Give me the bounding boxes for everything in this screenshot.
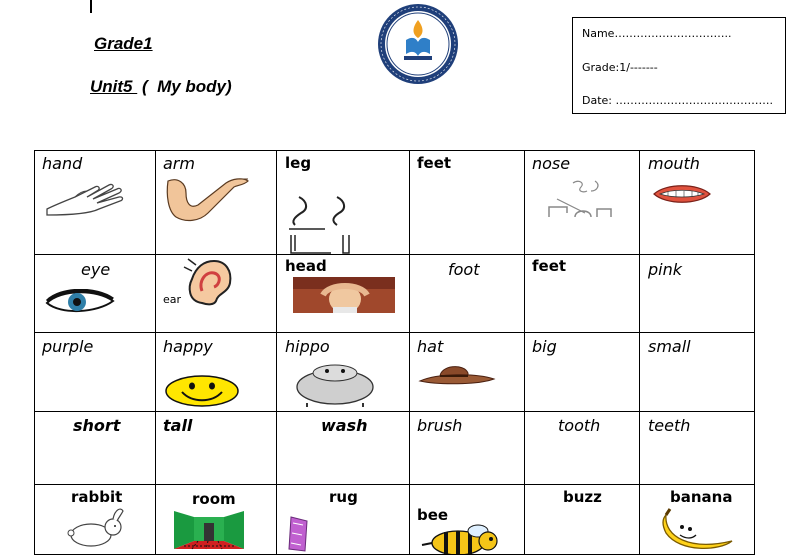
word-arm: arm — [163, 154, 195, 173]
word-banana: banana — [670, 488, 733, 506]
grade-line: Grade:1/------- — [582, 61, 658, 74]
word-cell — [525, 333, 640, 412]
word-cell — [277, 485, 410, 555]
word-bee: bee — [417, 506, 449, 524]
room-picture — [174, 511, 244, 551]
word-rug: rug — [329, 488, 358, 506]
word-hand: hand — [42, 154, 83, 173]
vocabulary-grid — [34, 150, 755, 555]
mouth-picture — [652, 181, 712, 207]
table-row — [35, 333, 755, 412]
name-line: Name………………………….. — [582, 27, 732, 40]
word-cell — [277, 412, 410, 485]
word-cell — [156, 412, 277, 485]
word-feet-2: feet — [532, 257, 567, 275]
word-cell — [277, 333, 410, 412]
hippo-picture — [293, 363, 377, 407]
banana-picture — [660, 507, 736, 553]
unit-number: Unit5 — [90, 77, 138, 96]
unit-topic: ( My body) — [137, 77, 232, 96]
word-cell — [640, 255, 755, 333]
rabbit-picture — [63, 507, 133, 547]
word-cell — [525, 255, 640, 333]
word-brush: brush — [417, 416, 463, 435]
word-teeth: teeth — [648, 416, 691, 435]
ear-picture — [182, 257, 234, 307]
word-cell — [410, 485, 525, 555]
leg-picture — [285, 191, 365, 255]
word-cell — [410, 333, 525, 412]
word-head: head — [285, 257, 327, 275]
word-feet: feet — [417, 154, 452, 172]
word-cell — [410, 255, 525, 333]
word-cell — [640, 412, 755, 485]
word-cell — [35, 151, 156, 255]
nose-picture — [545, 177, 615, 219]
word-eye: eye — [81, 260, 111, 279]
word-cell — [35, 333, 156, 412]
word-tall: tall — [163, 416, 193, 435]
word-cell — [156, 151, 277, 255]
word-mouth: mouth — [648, 154, 700, 173]
word-short: short — [73, 416, 121, 435]
grade-title: Grade1 — [94, 34, 153, 53]
word-room: room — [192, 490, 236, 508]
hat-picture — [418, 363, 496, 385]
word-cell — [525, 151, 640, 255]
text-cursor — [90, 0, 92, 13]
word-wash: wash — [321, 416, 368, 435]
school-crest-logo — [368, 2, 468, 86]
word-cell — [410, 412, 525, 485]
word-ear: ear — [163, 293, 182, 306]
word-cell — [156, 333, 277, 412]
word-hippo: hippo — [285, 337, 330, 356]
unit-title — [90, 77, 232, 97]
eye-picture — [45, 289, 115, 315]
date-line: Date: ……………………………………. — [582, 94, 773, 107]
word-rabbit: rabbit — [71, 488, 123, 506]
hand-picture — [45, 179, 145, 217]
word-cell — [640, 151, 755, 255]
word-cell — [35, 485, 156, 555]
word-cell — [277, 255, 410, 333]
bee-picture — [418, 523, 504, 555]
word-cell — [640, 485, 755, 555]
table-row — [35, 151, 755, 255]
head-photo — [293, 277, 395, 313]
word-cell — [156, 255, 277, 333]
word-leg: leg — [285, 154, 312, 172]
word-cell — [525, 412, 640, 485]
word-buzz: buzz — [563, 488, 602, 506]
arm-picture — [164, 175, 250, 223]
table-row — [35, 255, 755, 333]
word-happy: happy — [163, 337, 213, 356]
word-cell — [277, 151, 410, 255]
word-small: small — [648, 337, 691, 356]
word-cell — [640, 333, 755, 412]
student-info-box — [572, 17, 786, 114]
word-hat: hat — [417, 337, 444, 356]
word-cell — [35, 255, 156, 333]
word-cell — [525, 485, 640, 555]
table-row — [35, 412, 755, 485]
word-foot: foot — [448, 260, 480, 279]
smiley-picture — [164, 375, 240, 407]
word-purple: purple — [42, 337, 94, 356]
word-pink: pink — [648, 260, 683, 279]
word-big: big — [532, 337, 557, 356]
word-nose: nose — [532, 154, 571, 173]
word-cell — [156, 485, 277, 555]
table-row — [35, 485, 755, 555]
rug-picture — [287, 513, 311, 553]
word-cell — [410, 151, 525, 255]
word-tooth: tooth — [558, 416, 601, 435]
word-cell — [35, 412, 156, 485]
